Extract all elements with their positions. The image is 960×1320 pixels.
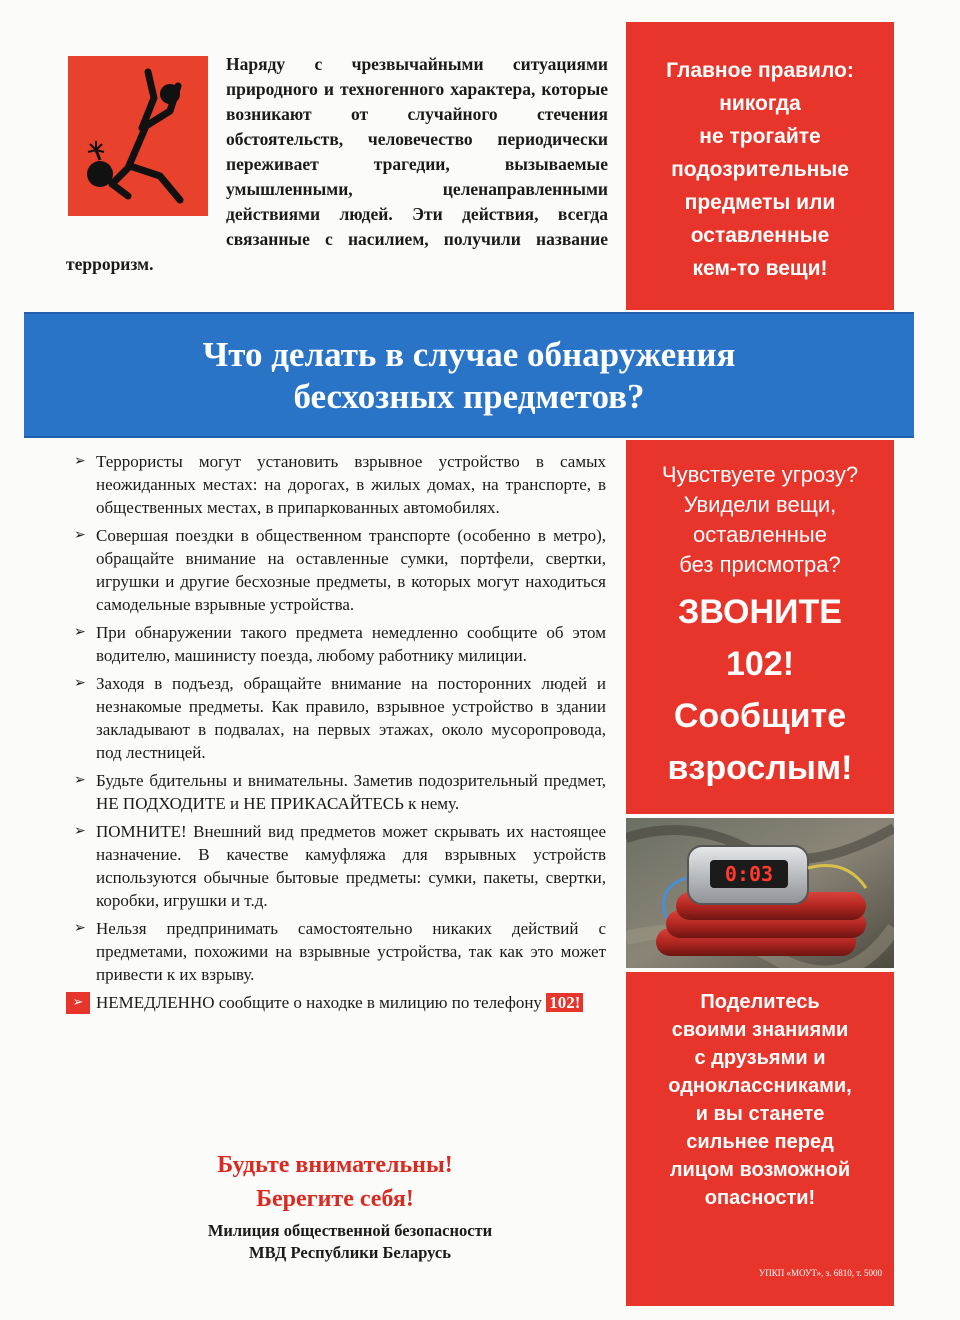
call-panel	[626, 440, 894, 814]
rule-line: никогда	[719, 92, 801, 115]
urgent-item-text: НЕМЕДЛЕННО сообщите о находке в милицию по телефону	[96, 993, 542, 1012]
share-line: одноклассниками,	[668, 1075, 852, 1097]
share-line: и вы станете	[695, 1103, 825, 1125]
call-question-line: Чувствуете угрозу?	[661, 462, 859, 487]
call-action-line: 102!	[725, 645, 795, 683]
list-item-text: Будьте бдительны и внимательны. Заметив подозрительный предмет, НЕ ПОДХОДИТЕ и НЕ ПРИКАСАЙТЕСЬ к нему.	[96, 771, 606, 813]
rule-line: Главное правило:	[666, 59, 854, 82]
list-item	[70, 672, 606, 764]
slogans	[130, 1148, 540, 1216]
list-item	[70, 524, 606, 616]
timer-display: 0:03	[724, 862, 774, 886]
intro-paragraph	[66, 52, 608, 277]
list-item-text: Нельзя предпринимать самостоятельно никаких действий с предметами, похожими на взрывные устройства, так как это может привести к их взрыву.	[96, 919, 606, 984]
call-action	[626, 586, 894, 794]
share-line: своими знаниями	[671, 1019, 849, 1041]
rule-line: не трогайте	[699, 125, 821, 148]
list-item	[70, 621, 606, 667]
share-line: с друзьями и	[694, 1047, 826, 1069]
main-rule-panel	[626, 22, 894, 310]
arrow-bullet-icon: ➢	[74, 624, 86, 640]
call-action-line: взрослым!	[667, 749, 853, 787]
call-question-line: оставленные	[693, 522, 827, 547]
banner-title-line-2: бесхозных предметов?	[293, 377, 645, 416]
list-item-text: ПОМНИТЕ! Внешний вид предметов может скрывать их настоящее назначение. В качестве камуфляжа для взрывных устройств используются обычные бытовые предметы: сумки, пакеты, свертки, коробки, игрушки и т.д.	[96, 822, 606, 910]
arrow-bullet-icon: ➢	[74, 453, 86, 469]
rule-line: кем-то вещи!	[692, 257, 828, 280]
list-item	[70, 450, 606, 519]
list-item	[70, 820, 606, 912]
slogan-line: Будьте внимательны!	[217, 1152, 453, 1178]
emergency-number-badge: 102!	[546, 993, 583, 1012]
share-panel	[626, 972, 894, 1306]
rule-line: предметы или	[684, 191, 836, 214]
list-item	[70, 769, 606, 815]
call-question-line: Увидели вещи,	[683, 492, 837, 517]
issuer-footer	[130, 1220, 570, 1264]
banner-title-line-1: Что делать в случае обнаружения	[202, 335, 736, 374]
bomb-timer-photo	[626, 818, 894, 968]
arrow-bullet-icon: ➢	[74, 527, 86, 543]
print-credit: УПКП «МОУТ», з. 6810, т. 5000	[758, 1268, 882, 1278]
list-item-text: Террористы могут установить взрывное устройство в самых неожиданных местах: на дорогах, в жилых домах, на транспорте, в общественных местах, в припаркованных автомобилях.	[96, 452, 606, 517]
rule-line: оставленные	[690, 224, 830, 247]
arrow-bullet-icon: ➢	[74, 772, 86, 788]
arrow-bullet-icon: ➢	[74, 675, 86, 691]
arrow-bullet-icon: ➢	[66, 992, 90, 1014]
call-question	[626, 440, 894, 580]
issuer-line: Милиция общественной безопасности	[207, 1221, 493, 1240]
list-item	[70, 917, 606, 986]
arrow-bullet-icon: ➢	[74, 920, 86, 936]
share-line: опасности!	[704, 1187, 816, 1209]
share-line: лицом возможной	[669, 1159, 851, 1181]
issuer-line: МВД Республики Беларусь	[249, 1243, 451, 1262]
list-item-text: Заходя в подъезд, обращайте внимание на посторонних людей и незнакомые предметы. Как правило, взрывное устройство в здании закладывают в подвалах, на первых этажах, около мусоропровода, под лестницей.	[96, 674, 606, 762]
arrow-bullet-icon: ➢	[74, 823, 86, 839]
call-question-line: без присмотра?	[679, 552, 841, 577]
call-action-line: ЗВОНИТЕ	[678, 593, 842, 631]
share-line: Поделитесь	[700, 991, 820, 1013]
rule-line: подозрительные	[671, 158, 849, 181]
call-action-line: Сообщите	[673, 697, 847, 735]
section-banner	[24, 312, 914, 438]
share-line: сильнее перед	[686, 1131, 834, 1153]
list-item-text: При обнаружении такого предмета немедленно сообщите об этом водителю, машинисту поезда, любому работнику милиции.	[96, 623, 606, 665]
list-item-text: Совершая поездки в общественном транспорте (особенно в метро), обращайте внимание на оставленные сумки, портфели, свертки, игрушки и другие бесхозные предметы, в которых могут находиться самодельные взрывные устройства.	[96, 526, 606, 614]
intro-text: Наряду с чрезвычайными ситуациями природного и техногенного характера, которые возникают от случайного стечения обстоятельств, человечество периодически переживает трагедии, вызываемые умышленными, целенаправленными действиями людей. Эти действия, всегда связанные с насилием, получили название терроризм.	[66, 54, 608, 274]
urgent-list-item	[70, 991, 606, 1014]
slogan-line: Берегите себя!	[256, 1186, 414, 1212]
safety-tips-list	[70, 450, 606, 1019]
